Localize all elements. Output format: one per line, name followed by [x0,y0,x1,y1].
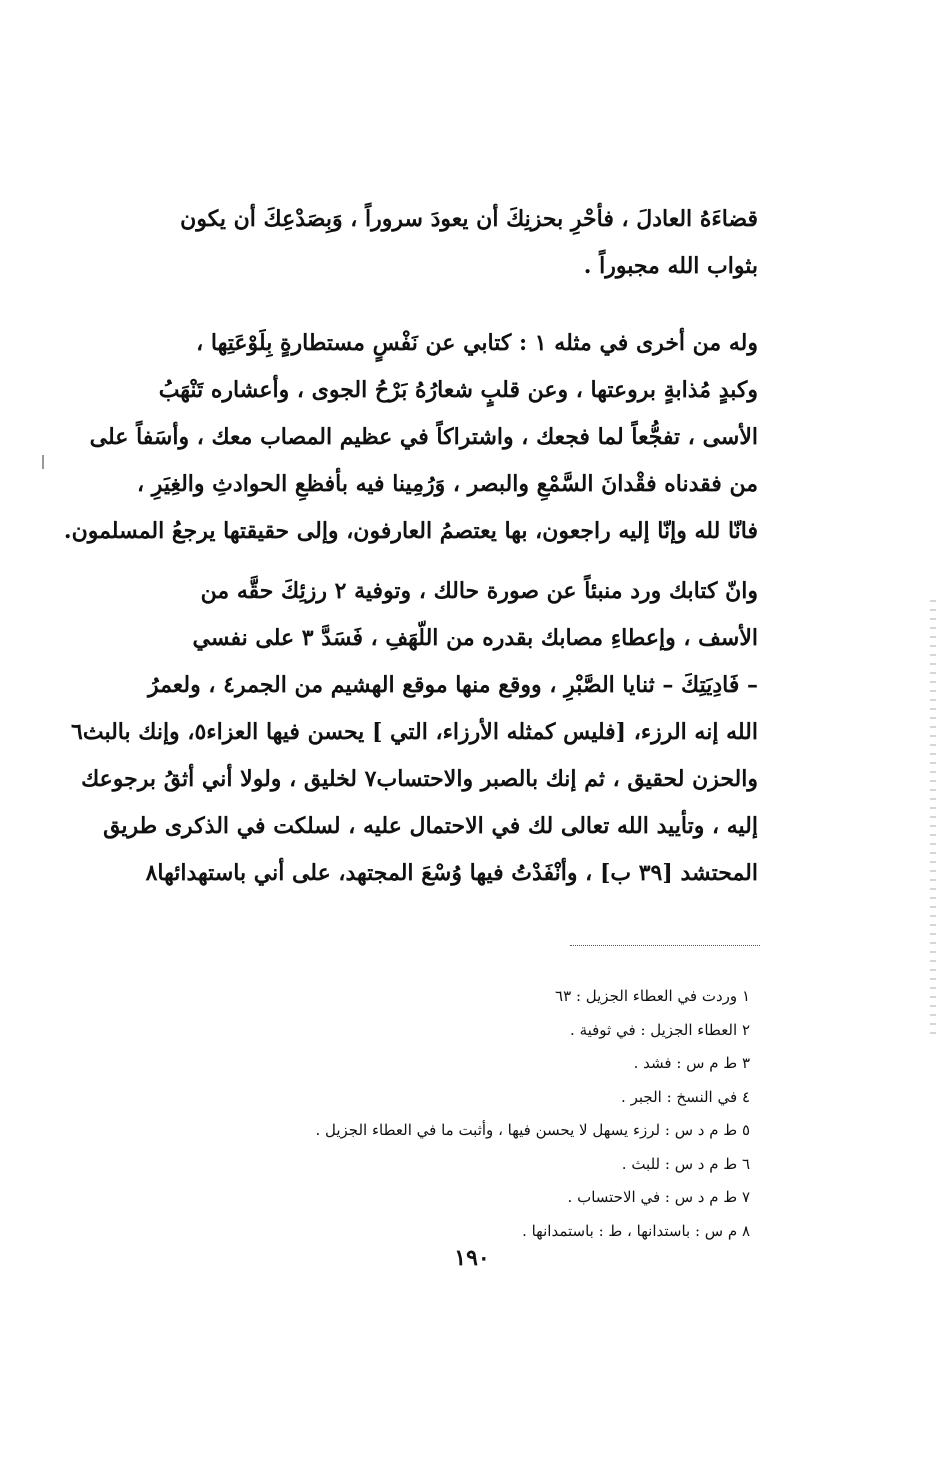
paragraph-3 [71,568,758,897]
text-line: وله من أخرى في مثله ١ : كتابي عن نَفْسٍ مستطارةٍ بِلَوْعَتِها ، [196,330,758,356]
footnote-divider [570,945,760,946]
footnote: ٥ ط م د س : لرزء يسهل لا يحسن فيها ، وأثبت ما في العطاء الجزيل . [315,1121,750,1139]
text-line: والحزن لحقيق ، ثم إنك بالصبر والاحتساب٧ لخليق ، ولولا أني أثقُ برجوعك [81,766,758,792]
scan-mark [42,455,44,469]
text-line: المحتشد [٣٩ ب] ، وأنْفَدْتُ فيها وُسْعَ المجتهد، على أني باستهدائها٨ [145,860,758,886]
text-line: الأسف ، وإعطاءِ مصابك بقدره من اللّهَفِ ، فَسَدَّ ٣ على نفسي [192,625,758,651]
text-line: قضاءَهُ العادلَ ، فأحْرِ بحزنِكَ أن يعودَ سروراً ، وَبِصَدْعِكَ أن يكون [180,206,758,232]
page-number: ١٩٠ [454,1245,490,1271]
footnote: ٦ ط م د س : للبث . [621,1154,750,1173]
footnote: ٧ ط م د س : في الاحتساب . [567,1188,750,1206]
scan-edge-marks [930,600,936,1040]
text-line: وكبدٍ مُذابةٍ بروعتها ، وعن قلبٍ شعارُهُ بَرْحُ الجوى ، وأعشاره تَنْهَبُ [158,377,758,403]
footnotes-list [160,980,750,1248]
footnote: ٨ م س : باستدانها ، ط : باستمدانها . [522,1221,750,1240]
text-line: من فقدناه فقْدانَ السَّمْعِ والبصر ، وَرُمِينا فيه بأفظعِ الحوادثِ والغِيَرِ ، [136,471,758,497]
text-line: فانّا لله وإنّا إليه راجعون، بها يعتصمُ العارفون، وإلى حقيقتها يرجعُ المسلمون. [63,518,758,544]
text-line: إليه ، وتأييد الله تعالى لك في الاحتمال عليه ، لسلكت في الذكرى طريق [103,813,758,839]
footnote: ١ وردت في العطاء الجزيل : ٦٣ [555,987,750,1005]
footnote: ٤ في النسخ : الجبر . [621,1087,750,1106]
footnote: ٢ العطاء الجزيل : في ثوفية . [570,1020,750,1039]
footnote: ٣ ط م س : فشد . [633,1054,750,1072]
text-line: بثواب الله مجبوراً . [583,253,758,279]
text-line: الأسى ، تفجُّعاً لما فجعك ، واشتراكاً في عظيم المصاب معك ، وأسَفاً على [89,424,758,450]
paragraph-1 [96,196,758,290]
text-line: الله إنه الرزء، [فليس كمثله الأرزاء، التي ] يحسن فيها العزاء٥، وإنك بالبث٦ [71,719,758,745]
text-line: وانّ كتابك ورد منبئاً عن صورة حالك ، وتوفية ٢ رزئِكَ حقَّه من [200,578,758,604]
text-line: – فَادِيَتِكَ – ثنايا الصَّبْرِ ، ووقع منها موقع الهشيم من الجمر٤ ، ولعمرُ [147,672,758,698]
paragraph-2 [63,320,758,555]
